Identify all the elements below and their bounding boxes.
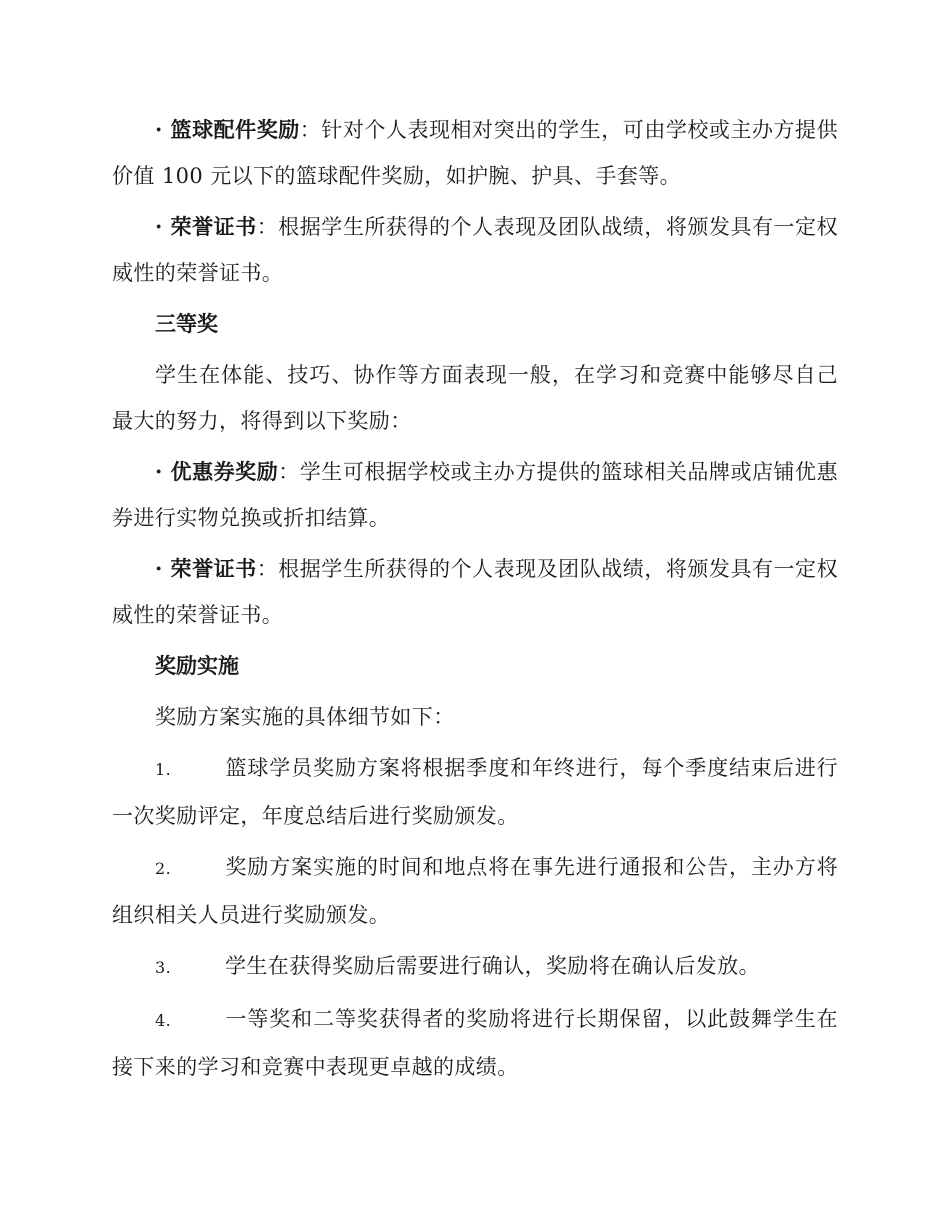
list-number: 3. — [155, 958, 172, 977]
list-number: 2. — [155, 859, 172, 878]
bullet-text: ：根据学生所获得的个人表现及团队战绩，将颁发具有一定权威性的荣誉证书。 — [112, 215, 838, 285]
list-text: 篮球学员奖励方案将根据季度和年终进行，每个季度结束后进行一次奖励评定，年度总结后进行奖励颁发。 — [112, 756, 838, 828]
list-item — [112, 943, 838, 991]
list-item — [112, 844, 838, 938]
bullet-label: · 荣誉证书 — [155, 556, 257, 581]
heading-implementation: 奖励实施 — [155, 653, 239, 678]
bullet-coupon — [112, 449, 838, 541]
document-page — [112, 107, 838, 1095]
paragraph-third-prize: 学生在体能、技巧、协作等方面表现一般，在学习和竞赛中能够尽自己最大的努力，将得到以下奖励： — [112, 363, 838, 433]
list-item — [112, 996, 838, 1090]
list-item — [112, 745, 838, 839]
heading-third-prize: 三等奖 — [155, 311, 218, 336]
bullet-label: · 优惠券奖励 — [155, 459, 279, 484]
bullet-text: ：针对个人表现相对突出的学生，可由学校或主办方提供价值 100 元以下的篮球配件奖励，如护腕、护具、手套等。 — [112, 118, 838, 188]
list-text: 奖励方案实施的时间和地点将在事先进行通报和公告，主办方将组织相关人员进行奖励颁发。 — [112, 855, 838, 927]
bullet-label: · 荣誉证书 — [155, 214, 257, 239]
bullet-text: ：学生可根据学校或主办方提供的篮球相关品牌或店铺优惠券进行实物兑换或折扣结算。 — [112, 460, 838, 530]
bullet-honor-certificate — [112, 204, 838, 296]
paragraph-implementation: 奖励方案实施的具体细节如下： — [155, 705, 455, 729]
bullet-text: ：根据学生所获得的个人表现及团队战绩，将颁发具有一定权威性的荣誉证书。 — [112, 557, 838, 627]
list-text: 学生在获得奖励后需要进行确认，奖励将在确认后发放。 — [225, 954, 760, 978]
list-text: 一等奖和二等奖获得者的奖励将进行长期保留，以此鼓舞学生在接下来的学习和竞赛中表现更卓越的成绩。 — [112, 1007, 838, 1079]
list-number: 4. — [155, 1011, 172, 1030]
bullet-basketball-accessories — [112, 107, 838, 199]
list-number: 1. — [155, 760, 172, 779]
bullet-honor-certificate-2 — [112, 546, 838, 638]
bullet-label: · 篮球配件奖励 — [155, 117, 300, 142]
